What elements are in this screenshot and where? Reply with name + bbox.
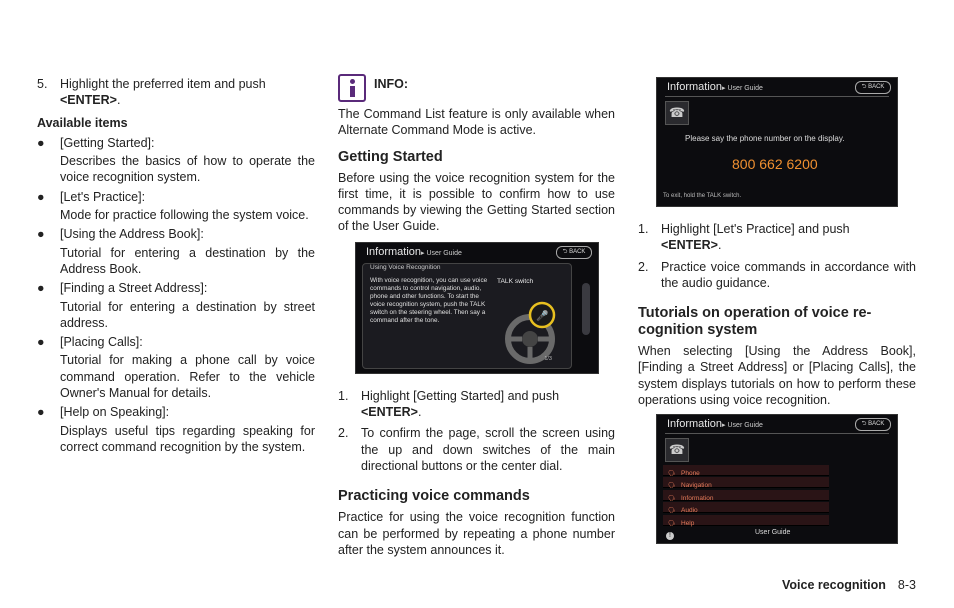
step-text: Practice voice commands in accordance with the audio guidance. (661, 259, 916, 290)
screen-header (657, 78, 897, 96)
item-label: [Getting Started]: (60, 135, 155, 150)
step-period: . (717, 238, 722, 253)
step-1 (338, 388, 615, 421)
steering-wheel-icon (498, 295, 568, 365)
guide-tab: Using Voice Recognition (370, 263, 441, 271)
page-footer (782, 578, 916, 592)
column-left (37, 76, 315, 458)
list-item (37, 280, 315, 296)
item-label: [Placing Calls]: (60, 335, 143, 350)
screen-title: Information▸ User Guide (667, 418, 763, 431)
step-number: 2. (338, 426, 349, 441)
screen-header (657, 415, 897, 433)
item-label: [Finding a Street Address]: (60, 281, 208, 296)
item-description: Mode for practice following the system voice. (60, 208, 309, 223)
item-label: [Using the Address Book]: (60, 227, 204, 242)
bullet-icon: ● (37, 281, 45, 296)
step-period: . (116, 93, 121, 108)
bullet-icon: ● (37, 135, 45, 150)
menu-item-navigation: 🗣 Navigation (663, 477, 829, 488)
step-number: 5. (37, 77, 48, 91)
screen-title: Information▸ User Guide (366, 245, 462, 258)
menu-item-information: 🗣 Information (663, 490, 829, 501)
available-items-title: Available items (37, 115, 128, 130)
step-2 (338, 425, 615, 474)
menu-item-help: 🗣 Help (663, 515, 829, 526)
voice-icon: 🗣 (668, 471, 676, 478)
list-item (37, 135, 315, 151)
phone-icon: ☎ (665, 101, 689, 125)
bullet-icon: ● (37, 405, 45, 420)
column-right (638, 76, 916, 544)
item-description: Displays useful tips regarding speaking for correct command recognition by the system. (60, 423, 315, 454)
talk-switch-label: TALK switch (497, 277, 534, 285)
step-number: 2. (638, 259, 649, 274)
back-button: ⮌ BACK (855, 418, 891, 431)
enter-key: <ENTER> (661, 238, 718, 253)
section-name: Voice recognition (781, 578, 886, 592)
item-label: [Let's Practice]: (60, 189, 146, 204)
screen-user-guide-menu (656, 414, 898, 544)
page-indicator: 1/3 (544, 356, 552, 363)
enter-key: <ENTER> (60, 93, 117, 108)
step-period: . (417, 405, 422, 420)
step-2 (638, 259, 916, 292)
step-text: Highlight the preferred item and push (60, 77, 266, 91)
menu-item-audio: 🗣 Audio (663, 502, 829, 513)
back-button: ⮌ BACK (556, 246, 592, 259)
step-5 (37, 76, 315, 109)
prompt-message: Please say the phone number on the display. (685, 134, 845, 143)
info-header (338, 76, 615, 106)
exit-hint: To exit, hold the TALK switch. (663, 192, 742, 199)
voice-icon: 🗣 (668, 483, 676, 490)
screen-lets-practice (656, 77, 898, 207)
bullet-icon: ● (37, 335, 45, 350)
practicing-heading: Practicing voice commands (338, 488, 530, 505)
item-label: [Help on Speaking]: (60, 405, 170, 420)
getting-started-heading: Getting Started (338, 148, 443, 165)
list-item (37, 226, 315, 242)
step-number: 1. (338, 388, 349, 403)
info-title: INFO: (374, 77, 409, 91)
item-description: Tutorial for entering a destination by street address. (60, 299, 315, 330)
footer-label: User Guide (755, 529, 791, 537)
screen-title: Information▸ User Guide (667, 81, 763, 93)
tutorials-heading: Tutorials on operation of voice re-cognition system (638, 305, 872, 339)
list-item (37, 189, 315, 205)
column-middle (338, 76, 615, 558)
phone-icon: ☎ (665, 438, 689, 462)
list-item (37, 334, 315, 350)
info-exclamation-icon: ! (666, 532, 674, 540)
screen-getting-started (355, 242, 599, 374)
step-text: Highlight [Getting Started] and push (361, 388, 560, 403)
page-number: 8-3 (897, 578, 916, 592)
step-text: To confirm the page, scroll the screen using the up and down switches of the main directional buttons or the center dial. (361, 426, 615, 473)
items-list (37, 135, 315, 455)
step-number: 1. (638, 222, 649, 236)
list-item (37, 404, 315, 420)
item-description: Describes the basics of how to operate the voice recognition system. (60, 154, 315, 185)
guide-text: With voice recognition, you can use voice commands to control navigation, audio, phone and other functions. To start the voice recognition system, push the TALK switch on the steering wheel. Then say a command after the tone. (370, 276, 488, 324)
menu-item-phone: 🗣 Phone (663, 465, 829, 476)
item-description: Tutorial for making a phone call by voice command operation. Refer to the vehicle Owner's Manual for details. (60, 353, 315, 401)
bullet-icon: ● (37, 227, 45, 242)
phone-number: 800 662 6200 (732, 156, 818, 172)
bullet-icon: ● (37, 189, 45, 204)
enter-key: <ENTER> (361, 405, 418, 420)
voice-icon: 🗣 (668, 508, 676, 515)
info-icon (338, 74, 366, 102)
scrollbar (582, 283, 590, 335)
getting-started-text: Before using the voice recognition system for the first time, it is possible to confirm how to use commands by viewing the Getting Started section of the User Guide. (338, 170, 615, 234)
voice-icon: 🗣 (668, 496, 676, 503)
step-1 (638, 221, 916, 254)
info-text: The Command List feature is only available when Alternate Command Mode is active. (338, 107, 615, 138)
svg-text:🎤: 🎤 (536, 310, 549, 322)
tutorials-text: When selecting [Using the Address Book], [Finding a Street Address] or [Placing Calls], the system displays tutorials on how to perform these operations using voice recognition. (638, 344, 916, 408)
voice-icon: 🗣 (668, 521, 676, 528)
item-description: Tutorial for entering a destination by the Address Book. (60, 245, 315, 276)
back-button: ⮌ BACK (855, 81, 891, 94)
practicing-text: Practice for using the voice recognition function can be performed by repeating a phone number after the system announces it. (338, 510, 615, 557)
screen-header (356, 243, 598, 261)
step-text: Highlight [Let's Practice] and push (661, 222, 850, 236)
